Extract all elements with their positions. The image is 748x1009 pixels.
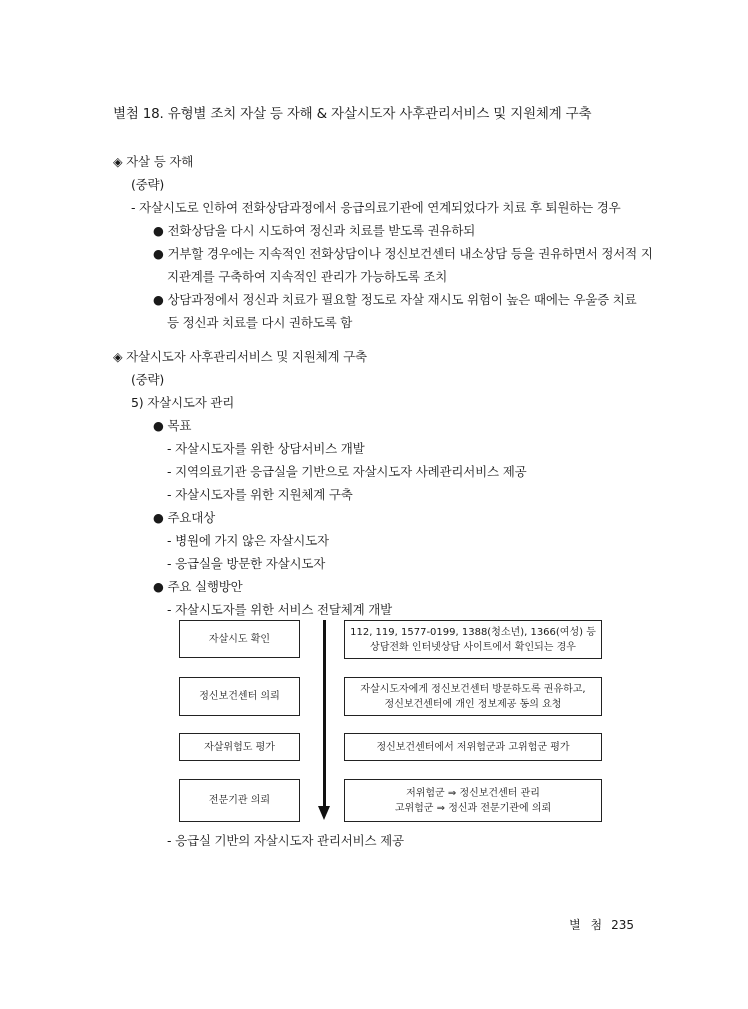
flow-step-refer-specialist xyxy=(179,779,300,822)
flow-detail-confirm xyxy=(344,620,602,659)
flow-detail-refer-center xyxy=(344,677,602,716)
flow-step-label: 자살시도 확인 xyxy=(208,633,271,645)
target-label: ● 주요대상 xyxy=(153,510,215,525)
flow-step-refer-center xyxy=(179,677,300,716)
section1-bullet: ● 상담과정에서 정신과 치료가 필요할 정도로 자살 재시도 위험이 높은 때에는 우울증 치료 xyxy=(153,292,637,307)
target-item: - 병원에 가지 않은 자살시도자 xyxy=(167,533,329,548)
flow-step-label: 정신보건센터 의뢰 xyxy=(199,691,280,702)
flow-detail-risk-assessment xyxy=(344,733,602,761)
plan-item: - 응급실 기반의 자살시도자 관리서비스 제공 xyxy=(167,833,404,848)
flow-detail-line: 고위험군 ⇒ 정신과 전문기관에 의뢰 xyxy=(394,802,552,814)
target-item: - 응급실을 방문한 자살시도자 xyxy=(167,556,326,571)
page-footer xyxy=(569,916,634,933)
section1-bullet: ● 거부할 경우에는 지속적인 전화상담이나 정신보건센터 내소상담 등을 권유하면서 정서적 지 xyxy=(153,246,653,261)
flow-step-label: 전문기관 의뢰 xyxy=(208,795,271,806)
section1-bullet: ● 전화상담을 다시 시도하여 정신과 치료를 받도록 권유하되 xyxy=(153,223,476,238)
plan-label: ● 주요 실행방안 xyxy=(153,579,243,594)
flow-step-confirm xyxy=(179,620,300,658)
flow-detail-line: 112, 119, 1577-0199, 1388(청소년), 1366(여성) 등 xyxy=(350,626,596,638)
flow-step-label: 자살위험도 평가 xyxy=(204,741,275,753)
flow-detail-line: 정신보건센터에서 저위험군과 고위험군 평가 xyxy=(376,741,570,753)
flow-detail-line: 자살시도자에게 정신보건센터 방문하도록 권유하고, xyxy=(360,683,586,695)
section1-intro: - 자살시도로 인하여 전화상담과정에서 응급의료기관에 연계되었다가 치료 후 퇴원하는 경우 xyxy=(131,200,621,215)
plan-item: - 자살시도자를 위한 서비스 전달체계 개발 xyxy=(167,602,393,617)
item5-heading: 5) 자살시도자 관리 xyxy=(131,395,235,410)
goal-item: - 자살시도자를 위한 지원체계 구축 xyxy=(167,487,353,502)
appendix-label: 별 첨 xyxy=(569,918,606,932)
flow-step-risk-assessment xyxy=(179,733,300,761)
goal-label: ● 목표 xyxy=(153,418,192,433)
page-number: 235 xyxy=(611,918,634,932)
flow-detail-line: 저위험군 ⇒ 정신보건센터 관리 xyxy=(406,787,540,799)
page-heading: 별첨 18. 유형별 조치 자살 등 자해 & 자살시도자 사후관리서비스 및 지원체계 구축 xyxy=(113,106,592,122)
goal-item: - 지역의료기관 응급실을 기반으로 자살시도자 사례관리서비스 제공 xyxy=(167,464,527,479)
flow-arrow-head-icon xyxy=(318,806,330,820)
section1-omitted: (중략) xyxy=(131,177,165,192)
flow-down-arrow xyxy=(323,620,326,806)
flow-detail-refer-specialist xyxy=(344,779,602,822)
section2-title: ◈ 자살시도자 사후관리서비스 및 지원체계 구축 xyxy=(113,349,367,364)
section1-bullet-continued: 등 정신과 치료를 다시 권하도록 함 xyxy=(167,315,353,330)
section2-omitted: (중략) xyxy=(131,372,165,387)
goal-item: - 자살시도자를 위한 상담서비스 개발 xyxy=(167,441,365,456)
section1-title: ◈ 자살 등 자해 xyxy=(113,154,194,169)
flow-detail-line: 상담전화 인터넷상담 사이트에서 확인되는 경우 xyxy=(370,641,576,653)
flow-detail-line: 정신보건센터에 개인 정보제공 동의 요청 xyxy=(384,698,562,710)
section1-bullet-continued: 지관계를 구축하여 지속적인 관리가 가능하도록 조치 xyxy=(167,269,448,284)
